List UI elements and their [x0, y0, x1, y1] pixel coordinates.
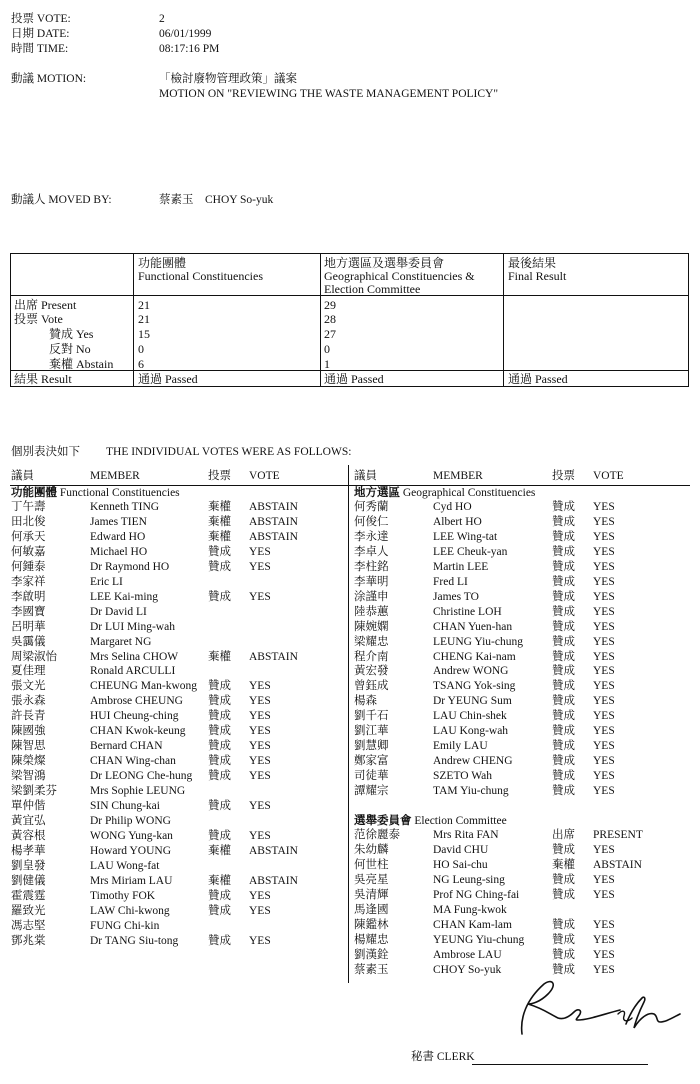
- gc-section-title-zh: 地方選區: [354, 487, 400, 499]
- vote-en: YES: [593, 755, 615, 768]
- vote-zh: 贊成: [552, 665, 575, 678]
- clerk-signature-line: [472, 1064, 648, 1065]
- individual-votes-intro-zh: 個別表決如下: [11, 446, 80, 458]
- member-name-zh: 何世柱: [354, 858, 389, 871]
- member-name-en: CHAN Wing-chan: [90, 755, 176, 768]
- fc-header-zh: 功能團體: [138, 256, 187, 270]
- member-name-en: LAU Kong-wah: [433, 725, 509, 738]
- vote-en: YES: [593, 843, 615, 856]
- vote-zh: 贊成: [552, 785, 575, 798]
- fc-header-en: Functional Constituencies: [138, 269, 263, 283]
- member-name-zh: 楊森: [354, 695, 377, 708]
- vote-en: YES: [593, 590, 615, 603]
- member-name-zh: 劉健儀: [11, 874, 46, 887]
- member-name-zh: 吳靄儀: [11, 635, 46, 648]
- member-name-zh: 范徐麗泰: [354, 829, 400, 841]
- member-name-zh: 梁耀忠: [354, 635, 389, 648]
- vote-en: YES: [593, 501, 615, 513]
- vote-en: YES: [593, 888, 615, 901]
- member-name-en: Andrew CHENG: [433, 755, 513, 768]
- right-head-member-en: MEMBER: [433, 470, 483, 482]
- member-name-en: LEE Wing-tat: [433, 530, 498, 543]
- member-name-zh: 吳清輝: [354, 888, 389, 901]
- member-name-zh: 吳亮星: [354, 873, 389, 886]
- vote-zh: 棄權: [208, 874, 231, 887]
- member-name-en: YEUNG Yiu-chung: [433, 933, 525, 946]
- member-name-en: Andrew WONG: [433, 665, 509, 678]
- member-name-zh: 呂明華: [11, 620, 46, 633]
- vote-en: YES: [249, 725, 271, 738]
- fc-abstain: 6: [138, 357, 144, 371]
- member-name-zh: 梁智鴻: [11, 770, 46, 783]
- row-present-label: 出席 Present: [14, 298, 77, 312]
- right-head-member-zh: 議員: [354, 470, 377, 482]
- vote-zh: 贊成: [552, 755, 575, 768]
- member-name-zh: 霍震霆: [11, 889, 46, 902]
- member-name-zh: 曾鈺成: [354, 680, 389, 693]
- vote-en: YES: [249, 680, 271, 693]
- row-result-label: 結果 Result: [14, 372, 72, 386]
- left-head-vote-zh: 投票: [208, 470, 231, 482]
- member-name-zh: 何秀蘭: [354, 501, 389, 513]
- vote-zh: 贊成: [552, 560, 575, 573]
- vote-zh: 贊成: [552, 933, 575, 946]
- gc-section-title: [354, 488, 535, 500]
- member-name-zh: 黃容根: [11, 829, 46, 842]
- member-name-en: Dr YEUNG Sum: [433, 695, 512, 708]
- member-name-en: NG Leung-sing: [433, 873, 505, 886]
- vote-zh: 贊成: [552, 695, 575, 708]
- vote-zh: 贊成: [208, 755, 231, 768]
- vote-zh: 贊成: [552, 680, 575, 693]
- vote-en: YES: [593, 933, 615, 946]
- vote-zh: 贊成: [552, 650, 575, 663]
- member-name-en: HUI Cheung-ching: [90, 710, 179, 723]
- gc-no: 0: [324, 342, 330, 356]
- member-name-zh: 梁劉柔芬: [11, 785, 57, 798]
- vote-zh: 贊成: [552, 575, 575, 588]
- member-name-zh: 黃宜弘: [11, 814, 46, 827]
- member-name-zh: 何敏嘉: [11, 545, 46, 558]
- vote-zh: 贊成: [208, 680, 231, 693]
- motion-title-english: MOTION ON "REVIEWING THE WASTE MANAGEMENT POLICY": [159, 88, 499, 100]
- motion-label: 動議 MOTION:: [11, 73, 87, 85]
- member-name-en: Martin LEE: [433, 560, 489, 573]
- left-head-member-en: MEMBER: [90, 470, 140, 482]
- vote-en: PRESENT: [593, 829, 643, 841]
- gc-header-zh: 地方選區及選舉委員會: [324, 256, 445, 270]
- right-head-vote-en: VOTE: [593, 470, 624, 482]
- member-name-en: CHEUNG Man-kwong: [90, 680, 198, 693]
- ec-section-title: [354, 816, 507, 828]
- fc-present: 21: [138, 298, 150, 312]
- vote-zh: 贊成: [552, 590, 575, 603]
- fc-result: 通過 Passed: [138, 372, 198, 386]
- vote-zh: 棄權: [208, 844, 231, 857]
- member-name-zh: 李永達: [354, 530, 389, 543]
- vote-en: YES: [249, 755, 271, 768]
- left-head-vote-en: VOTE: [249, 470, 280, 482]
- member-name-zh: 程介南: [354, 650, 389, 663]
- moved-by-value: 蔡素玉 CHOY So-yuk: [159, 194, 274, 206]
- member-name-en: CHAN Kam-lam: [433, 918, 512, 931]
- vote-en: YES: [593, 948, 615, 961]
- vote-en: ABSTAIN: [249, 844, 298, 857]
- vote-en: YES: [593, 560, 615, 573]
- final-header-zh: 最後結果: [508, 256, 557, 270]
- vote-en: YES: [593, 515, 615, 528]
- gc-section-title-en: Geographical Constituencies: [402, 487, 536, 499]
- member-name-en: Timothy FOK: [90, 889, 156, 902]
- vote-zh: 贊成: [552, 843, 575, 856]
- member-name-en: CHOY So-yuk: [433, 963, 502, 976]
- vote-zh: 贊成: [208, 560, 231, 573]
- member-name-en: Fred LI: [433, 575, 468, 588]
- member-name-zh: 周梁淑怡: [11, 650, 57, 663]
- member-name-en: David CHU: [433, 843, 489, 856]
- member-name-zh: 鄭家富: [354, 755, 389, 768]
- member-name-en: Mrs Miriam LAU: [90, 874, 173, 887]
- member-name-en: Dr LUI Ming-wah: [90, 620, 175, 633]
- vote-en: ABSTAIN: [249, 501, 298, 513]
- member-name-en: FUNG Chi-kin: [90, 919, 160, 932]
- member-name-zh: 馮志堅: [11, 919, 46, 932]
- vote-en: YES: [593, 530, 615, 543]
- member-name-zh: 何鍾泰: [11, 560, 46, 573]
- vote-zh: 棄權: [552, 858, 575, 871]
- member-name-en: Prof NG Ching-fai: [433, 888, 520, 901]
- member-name-en: TSANG Yok-sing: [433, 680, 516, 693]
- vote-en: YES: [593, 680, 615, 693]
- vote-zh: 贊成: [552, 918, 575, 931]
- member-name-en: CHAN Kwok-keung: [90, 725, 186, 738]
- member-name-en: SIN Chung-kai: [90, 800, 160, 812]
- member-name-en: Ambrose CHEUNG: [90, 695, 183, 708]
- vote-zh: 贊成: [552, 501, 575, 513]
- gc-vote: 28: [324, 312, 336, 326]
- vote-en: YES: [593, 710, 615, 723]
- vote-zh: 贊成: [552, 620, 575, 633]
- member-name-en: James TIEN: [90, 515, 147, 528]
- fc-yes: 15: [138, 327, 150, 341]
- vote-en: ABSTAIN: [249, 530, 298, 543]
- vote-en: ABSTAIN: [249, 874, 298, 887]
- gc-result: 通過 Passed: [324, 372, 384, 386]
- member-name-en: Emily LAU: [433, 740, 488, 753]
- member-name-zh: 朱幼麟: [354, 843, 389, 856]
- member-name-zh: 劉皇發: [11, 859, 46, 872]
- member-name-en: LEE Kai-ming: [90, 590, 159, 603]
- member-name-zh: 李卓人: [354, 545, 389, 558]
- member-name-zh: 張永森: [11, 695, 46, 708]
- member-name-zh: 馬逢國: [354, 903, 389, 916]
- vote-en: YES: [593, 740, 615, 753]
- vote-en: YES: [593, 918, 615, 931]
- vote-zh: 贊成: [552, 963, 575, 976]
- member-name-en: Mrs Sophie LEUNG: [90, 785, 186, 798]
- date-value: 06/01/1999: [159, 28, 212, 40]
- vote-en: YES: [593, 635, 615, 648]
- individual-votes-intro-en: THE INDIVIDUAL VOTES WERE AS FOLLOWS:: [106, 446, 352, 458]
- time-value: 08:17:16 PM: [159, 43, 220, 55]
- member-name-en: Bernard CHAN: [90, 740, 163, 753]
- vote-en: YES: [593, 770, 615, 783]
- fc-section-title-zh: 功能團體: [11, 487, 57, 499]
- vote-zh: 贊成: [552, 740, 575, 753]
- vote-zh: 棄權: [208, 515, 231, 528]
- member-name-zh: 譚耀宗: [354, 785, 389, 798]
- member-name-en: Mrs Rita FAN: [433, 829, 499, 841]
- gc-present: 29: [324, 298, 336, 312]
- final-header-en: Final Result: [508, 269, 567, 283]
- member-name-zh: 李柱銘: [354, 560, 389, 573]
- member-name-zh: 李國寶: [11, 605, 46, 618]
- gc-yes: 27: [324, 327, 336, 341]
- vote-zh: 贊成: [208, 710, 231, 723]
- member-name-en: Dr Philip WONG: [90, 814, 171, 827]
- member-name-en: CHENG Kai-nam: [433, 650, 516, 663]
- member-name-zh: 蔡素玉: [354, 963, 389, 976]
- clerk-signature: [508, 970, 688, 1042]
- vote-zh: 贊成: [208, 695, 231, 708]
- member-name-en: Cyd HO: [433, 501, 472, 513]
- member-name-zh: 丁午壽: [11, 501, 46, 513]
- member-name-en: Dr Raymond HO: [90, 560, 170, 573]
- vote-zh: 贊成: [552, 770, 575, 783]
- member-name-zh: 陳國強: [11, 725, 46, 738]
- vote-en: YES: [249, 740, 271, 753]
- vote-zh: 贊成: [552, 605, 575, 618]
- member-name-zh: 陳鑑林: [354, 918, 389, 931]
- member-name-en: Dr TANG Siu-tong: [90, 934, 179, 947]
- member-name-zh: 許長青: [11, 710, 46, 723]
- member-name-en: LEE Cheuk-yan: [433, 545, 508, 558]
- vote-en: YES: [249, 545, 271, 558]
- date-label: 日期 DATE:: [11, 28, 70, 40]
- vote-zh: 贊成: [208, 829, 231, 842]
- fc-section-title-en: Functional Constituencies: [59, 487, 180, 499]
- fc-no: 0: [138, 342, 144, 356]
- fc-section-title: [11, 488, 180, 500]
- vote-en: YES: [593, 785, 615, 798]
- member-name-en: Howard YOUNG: [90, 844, 172, 857]
- vote-zh: 棄權: [208, 501, 231, 513]
- member-name-zh: 何承天: [11, 530, 46, 543]
- member-name-zh: 張文光: [11, 680, 46, 693]
- member-name-zh: 李華明: [354, 575, 389, 588]
- vote-summary-table: [10, 253, 689, 387]
- row-no-label: 反對 No: [49, 342, 91, 356]
- vote-number-value: 2: [159, 13, 165, 25]
- vote-zh: 出席: [552, 829, 575, 841]
- member-name-en: WONG Yung-kan: [90, 829, 173, 842]
- vote-zh: 贊成: [552, 530, 575, 543]
- member-name-zh: 劉江華: [354, 725, 389, 738]
- member-name-zh: 楊孝華: [11, 844, 46, 857]
- vote-zh: 贊成: [552, 515, 575, 528]
- vote-zh: 贊成: [208, 740, 231, 753]
- member-name-en: TAM Yiu-chung: [433, 785, 509, 798]
- member-name-en: MA Fung-kwok: [433, 903, 507, 916]
- member-name-en: Edward HO: [90, 530, 146, 543]
- member-name-en: Ronald ARCULLI: [90, 665, 176, 678]
- vote-en: ABSTAIN: [593, 858, 642, 871]
- vote-en: YES: [593, 575, 615, 588]
- vote-en: YES: [593, 665, 615, 678]
- vote-zh: 贊成: [208, 934, 231, 947]
- member-name-en: Michael HO: [90, 545, 148, 558]
- member-name-zh: 單仲偕: [11, 800, 46, 812]
- vote-zh: 贊成: [208, 889, 231, 902]
- vote-zh: 贊成: [552, 635, 575, 648]
- vote-zh: 贊成: [208, 770, 231, 783]
- vote-zh: 贊成: [552, 545, 575, 558]
- member-name-en: LEUNG Yiu-chung: [433, 635, 523, 648]
- vote-en: YES: [593, 695, 615, 708]
- vote-zh: 贊成: [208, 904, 231, 917]
- vote-zh: 贊成: [552, 725, 575, 738]
- vote-zh: 贊成: [208, 590, 231, 603]
- vote-zh: 贊成: [552, 948, 575, 961]
- member-name-en: Eric LI: [90, 575, 123, 588]
- member-name-zh: 田北俊: [11, 515, 46, 528]
- gc-header-en-line1: Geographical Constituencies &: [324, 269, 475, 283]
- left-head-member-zh: 議員: [11, 470, 34, 482]
- member-name-zh: 陳榮燦: [11, 755, 46, 768]
- vote-number-label: 投票 VOTE:: [11, 13, 71, 25]
- time-label: 時間 TIME:: [11, 43, 69, 55]
- vote-en: YES: [249, 934, 271, 947]
- member-name-en: Dr David LI: [90, 605, 147, 618]
- member-name-en: Mrs Selina CHOW: [90, 650, 179, 663]
- vote-en: YES: [249, 695, 271, 708]
- member-name-zh: 陳智思: [11, 740, 46, 753]
- vote-en: ABSTAIN: [249, 515, 298, 528]
- vote-en: YES: [593, 620, 615, 633]
- member-name-en: Christine LOH: [433, 605, 502, 618]
- row-abstain-label: 棄權 Abstain: [49, 357, 114, 371]
- member-name-en: LAU Chin-shek: [433, 710, 507, 723]
- member-name-zh: 黃宏發: [354, 665, 389, 678]
- header-rule: [10, 485, 690, 486]
- member-name-en: Albert HO: [433, 515, 482, 528]
- member-name-en: CHAN Yuen-han: [433, 620, 513, 633]
- vote-en: YES: [249, 829, 271, 842]
- vote-en: YES: [593, 963, 615, 976]
- vote-en: YES: [249, 800, 271, 812]
- member-name-zh: 何俊仁: [354, 515, 389, 528]
- gc-abstain: 1: [324, 357, 330, 371]
- member-name-zh: 李家祥: [11, 575, 46, 588]
- gc-header-en-line2: Election Committee: [324, 282, 421, 296]
- vote-en: YES: [249, 889, 271, 902]
- member-name-zh: 陳婉嫻: [354, 620, 389, 633]
- vote-zh: 棄權: [208, 650, 231, 663]
- member-name-en: Ambrose LAU: [433, 948, 502, 961]
- member-name-zh: 楊耀忠: [354, 933, 389, 946]
- ec-section-title-en: Election Committee: [414, 815, 507, 827]
- member-name-zh: 陸恭蕙: [354, 605, 389, 618]
- row-vote-label: 投票 Vote: [14, 312, 63, 326]
- vote-en: YES: [249, 590, 271, 603]
- column-divider: [348, 465, 349, 983]
- member-name-en: Dr LEONG Che-hung: [90, 770, 193, 783]
- member-name-en: Kenneth TING: [90, 501, 160, 513]
- vote-en: YES: [593, 873, 615, 886]
- fc-vote: 21: [138, 312, 150, 326]
- member-name-zh: 劉千石: [354, 710, 389, 723]
- ec-section-title-zh: 選舉委員會: [354, 815, 412, 827]
- vote-zh: 贊成: [208, 545, 231, 558]
- member-name-en: HO Sai-chu: [433, 858, 488, 871]
- vote-en: YES: [249, 770, 271, 783]
- right-head-vote-zh: 投票: [552, 470, 575, 482]
- vote-en: YES: [249, 710, 271, 723]
- vote-en: YES: [593, 605, 615, 618]
- final-result: 通過 Passed: [508, 372, 568, 386]
- vote-en: YES: [593, 725, 615, 738]
- member-name-zh: 鄧兆棠: [11, 934, 46, 947]
- vote-en: YES: [593, 650, 615, 663]
- member-name-zh: 夏佳理: [11, 665, 46, 678]
- motion-title-chinese: 「檢討廢物管理政策」議案: [159, 73, 297, 85]
- member-name-zh: 劉漢銓: [354, 948, 389, 961]
- member-name-en: LAU Wong-fat: [90, 859, 160, 872]
- member-name-zh: 李啟明: [11, 590, 46, 603]
- clerk-label: 秘書 CLERK: [411, 1051, 475, 1063]
- vote-zh: 棄權: [208, 530, 231, 543]
- member-name-en: LAW Chi-kwong: [90, 904, 170, 917]
- member-name-zh: 涂謹申: [354, 590, 389, 603]
- vote-zh: 贊成: [552, 873, 575, 886]
- member-name-en: Margaret NG: [90, 635, 152, 648]
- row-yes-label: 贊成 Yes: [49, 327, 94, 341]
- vote-zh: 贊成: [552, 710, 575, 723]
- member-name-zh: 羅致光: [11, 904, 46, 917]
- vote-en: YES: [249, 904, 271, 917]
- member-name-zh: 司徒華: [354, 770, 389, 783]
- vote-zh: 贊成: [208, 725, 231, 738]
- member-name-en: James TO: [433, 590, 479, 603]
- vote-en: YES: [249, 560, 271, 573]
- member-name-zh: 劉慧卿: [354, 740, 389, 753]
- vote-en: YES: [593, 545, 615, 558]
- moved-by-label: 動議人 MOVED BY:: [11, 194, 112, 206]
- vote-zh: 贊成: [208, 800, 231, 812]
- member-name-en: SZETO Wah: [433, 770, 493, 783]
- vote-en: ABSTAIN: [249, 650, 298, 663]
- vote-zh: 贊成: [552, 888, 575, 901]
